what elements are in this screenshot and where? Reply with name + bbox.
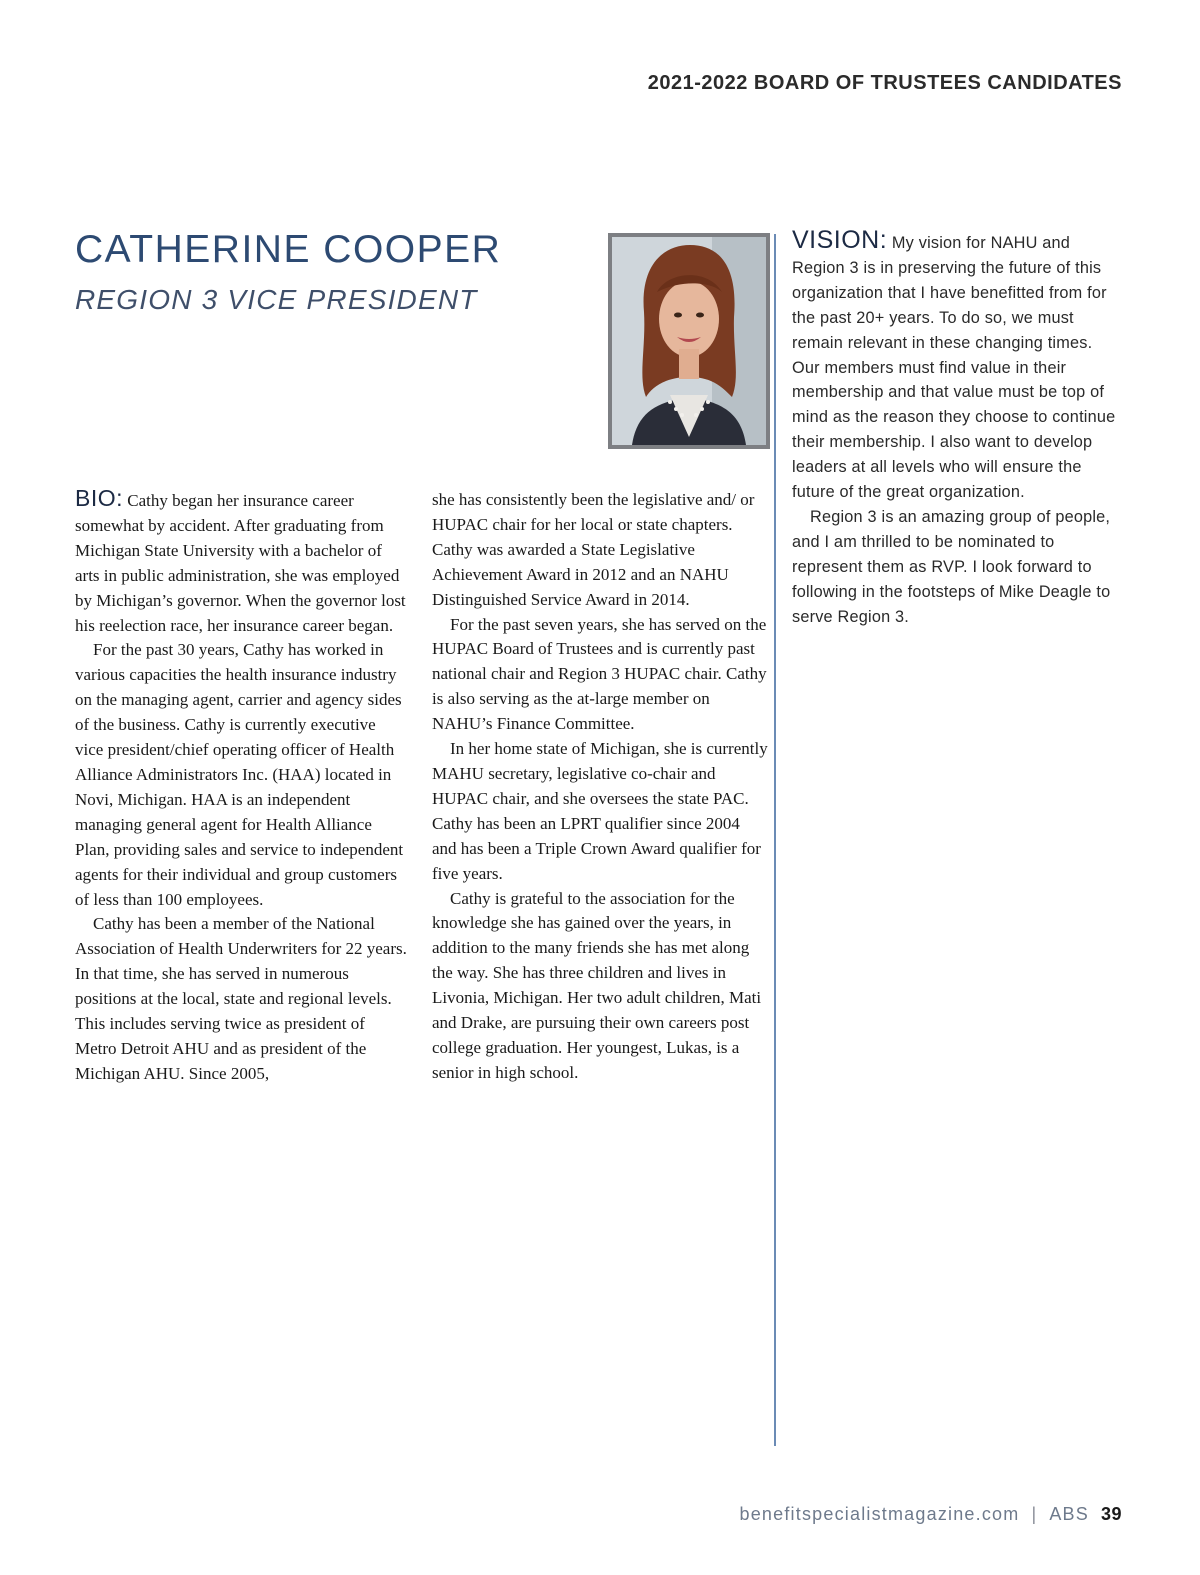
vision-section	[792, 228, 1122, 630]
vision-paragraph: Region 3 is an amazing group of people, and I am thrilled to be nominated to represent them as RVP. I look forward to following in the footsteps of Mike Deagle to serve Region 3.	[792, 507, 1111, 626]
bio-paragraph: For the past seven years, she has served on the HUPAC Board of Trustees and is currently past national chair and Region 3 HUPAC chair. Cathy is also serving as the at-large member on NAHU’s Finance Committee.	[432, 614, 767, 734]
vision-label: VISION:	[792, 226, 888, 254]
bio-paragraph: she has consistently been the legislative and/ or HUPAC chair for her local or state chapters. Cathy was awarded a State Legislative Achievement Award in 2012 and an NAHU Distinguished Service Award in 2014.	[432, 490, 755, 609]
bio-text: Cathy began her insurance career somewhat by accident. After graduating from Michigan State University with a bachelor of arts in public administration, she was employed by Michigan’s governor. When the governor lost his reelection race, her insurance career began.	[75, 491, 406, 635]
vision-paragraph	[792, 228, 1122, 505]
bio-paragraph: Cathy has been a member of the National Association of Health Underwriters for 22 years. In that time, she has served in numerous positions at the local, state and regional levels. This includes serving twice as president of Metro Detroit AHU and as president of the Michigan AHU. Since 2005,	[75, 914, 407, 1083]
page-footer	[740, 1504, 1122, 1525]
candidate-name: CATHERINE COOPER	[75, 228, 502, 271]
bio-paragraph: In her home state of Michigan, she is currently MAHU secretary, legislative co-chair and HUPAC chair, and she oversees the state PAC. Cathy has been an LPRT qualifier since 2004 and has been a Triple Crown Award qualifier for five years.	[432, 739, 768, 883]
section-header: 2021-2022 BOARD OF TRUSTEES CANDIDATES	[647, 72, 1122, 94]
candidate-position: REGION 3 VICE PRESIDENT	[75, 284, 478, 315]
website-text: benefitspecialistmagazine.com	[739, 1504, 1020, 1524]
bio-column-2	[432, 488, 768, 1086]
publication-name: ABS	[1049, 1504, 1089, 1524]
bio-paragraph: For the past 30 years, Cathy has worked in various capacities the health insurance industry on the managing agent, carrier and agency sides of the business. Cathy is currently executive vice president/chief operating officer of Health Alliance Administrators Inc. (HAA) located in Novi, Michigan. HAA is an independent managing general agent for Health Alliance Plan, providing sales and service to independent agents for their individual and group customers of less than 100 employees.	[75, 640, 404, 909]
bio-paragraph	[75, 486, 408, 638]
bio-column-1	[75, 486, 408, 1087]
column-divider	[774, 234, 776, 1446]
vision-text: My vision for NAHU and Region 3 is in preserving the future of this organization that I have benefitted from for the past 20+ years. To do so, we must remain relevant in these changing times. Our members must find value in their membership and that value must be top of mind as the reason they choose to continue their membership. I also want to develop leaders at all levels who will ensure the future of the great organization.	[792, 234, 1116, 502]
bio-label: BIO:	[75, 485, 124, 511]
footer-separator: |	[1031, 1504, 1038, 1524]
candidate-photo	[608, 233, 770, 449]
bio-paragraph: Cathy is grateful to the association for the knowledge she has gained over the years, in addition to the many friends she has met along the way. She has three children and lives in Livonia, Michigan. Her two adult children, Mati and Drake, are pursuing their own careers post college graduation. Her youngest, Lukas, is a senior in high school.	[432, 888, 762, 1082]
page-number: 39	[1100, 1504, 1122, 1524]
portrait-image	[612, 237, 766, 445]
